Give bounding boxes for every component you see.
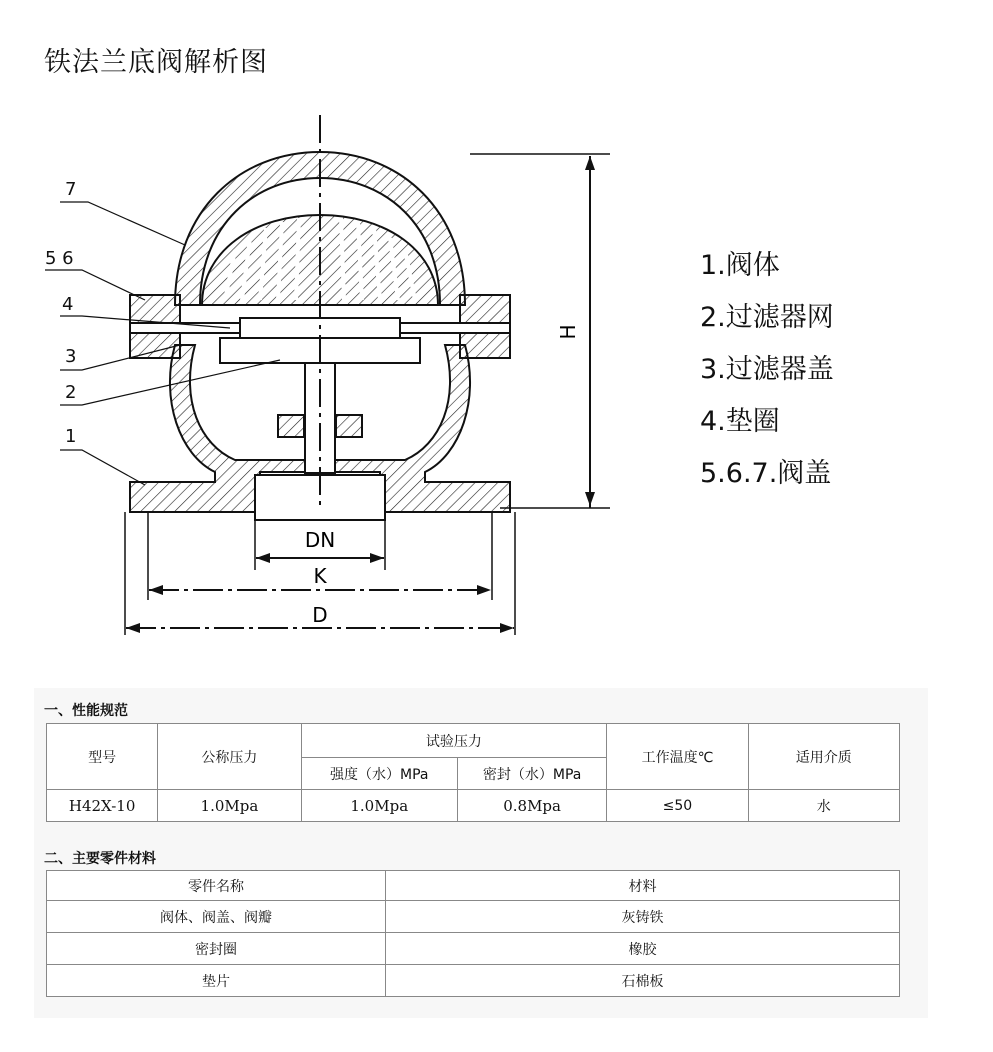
- header-test-pressure: 试验压力: [301, 724, 607, 758]
- label-1: 1: [65, 426, 77, 447]
- table-row: [47, 965, 900, 997]
- cell-material: 石棉板: [386, 965, 900, 997]
- label-7: 7: [65, 179, 77, 200]
- cell-model: H42X-10: [47, 790, 158, 822]
- cell-strength: 1.0Mpa: [301, 790, 457, 822]
- header-material: 材料: [386, 871, 900, 901]
- performance-spec-table: [46, 723, 900, 822]
- part-item: 3.过滤器盖: [700, 354, 834, 385]
- dim-dn-label: DN: [304, 528, 336, 552]
- page-title: 铁法兰底阀解析图: [44, 47, 268, 78]
- section1-title: 一、性能规范: [44, 703, 128, 719]
- header-part-name: 零件名称: [47, 871, 386, 901]
- cell-temperature: ≤50: [607, 790, 748, 822]
- label-4: 4: [62, 294, 74, 315]
- header-strength: 强度（水）MPa: [301, 758, 457, 790]
- cell-material: 橡胶: [386, 933, 900, 965]
- upper-flange-left: [130, 295, 180, 323]
- part-item: 4.垫圈: [700, 406, 780, 437]
- dim-k-label: K: [313, 564, 327, 588]
- spec-panel: [34, 688, 928, 1018]
- materials-table: [46, 870, 900, 997]
- header-medium: 适用介质: [748, 724, 899, 790]
- cell-medium: 水: [748, 790, 899, 822]
- label-3: 3: [65, 346, 77, 367]
- header-seal: 密封（水）MPa: [457, 758, 606, 790]
- header-model: 型号: [47, 724, 158, 790]
- cell-part-name: 垫片: [47, 965, 386, 997]
- upper-flange-right: [460, 295, 510, 323]
- dim-d-label: D: [312, 603, 328, 627]
- parts-list: [700, 240, 834, 500]
- cell-pressure: 1.0Mpa: [158, 790, 301, 822]
- part-item: 2.过滤器网: [700, 302, 834, 333]
- table-row: [47, 901, 900, 933]
- label-5-6: 5 6: [45, 248, 74, 269]
- header-temperature: 工作温度℃: [607, 724, 748, 790]
- header-pressure: 公称压力: [158, 724, 301, 790]
- part-item: 1.阀体: [700, 250, 780, 281]
- cell-part-name: 阀体、阀盖、阀瓣: [47, 901, 386, 933]
- cell-part-name: 密封圈: [47, 933, 386, 965]
- valve-cross-section-diagram: [20, 100, 620, 645]
- cell-material: 灰铸铁: [386, 901, 900, 933]
- cell-seal: 0.8Mpa: [457, 790, 606, 822]
- part-item: 5.6.7.阀盖: [700, 458, 832, 489]
- label-2: 2: [65, 382, 77, 403]
- table-row: [47, 933, 900, 965]
- section2-title: 二、主要零件材料: [44, 851, 156, 867]
- dim-h-label: H: [556, 324, 580, 340]
